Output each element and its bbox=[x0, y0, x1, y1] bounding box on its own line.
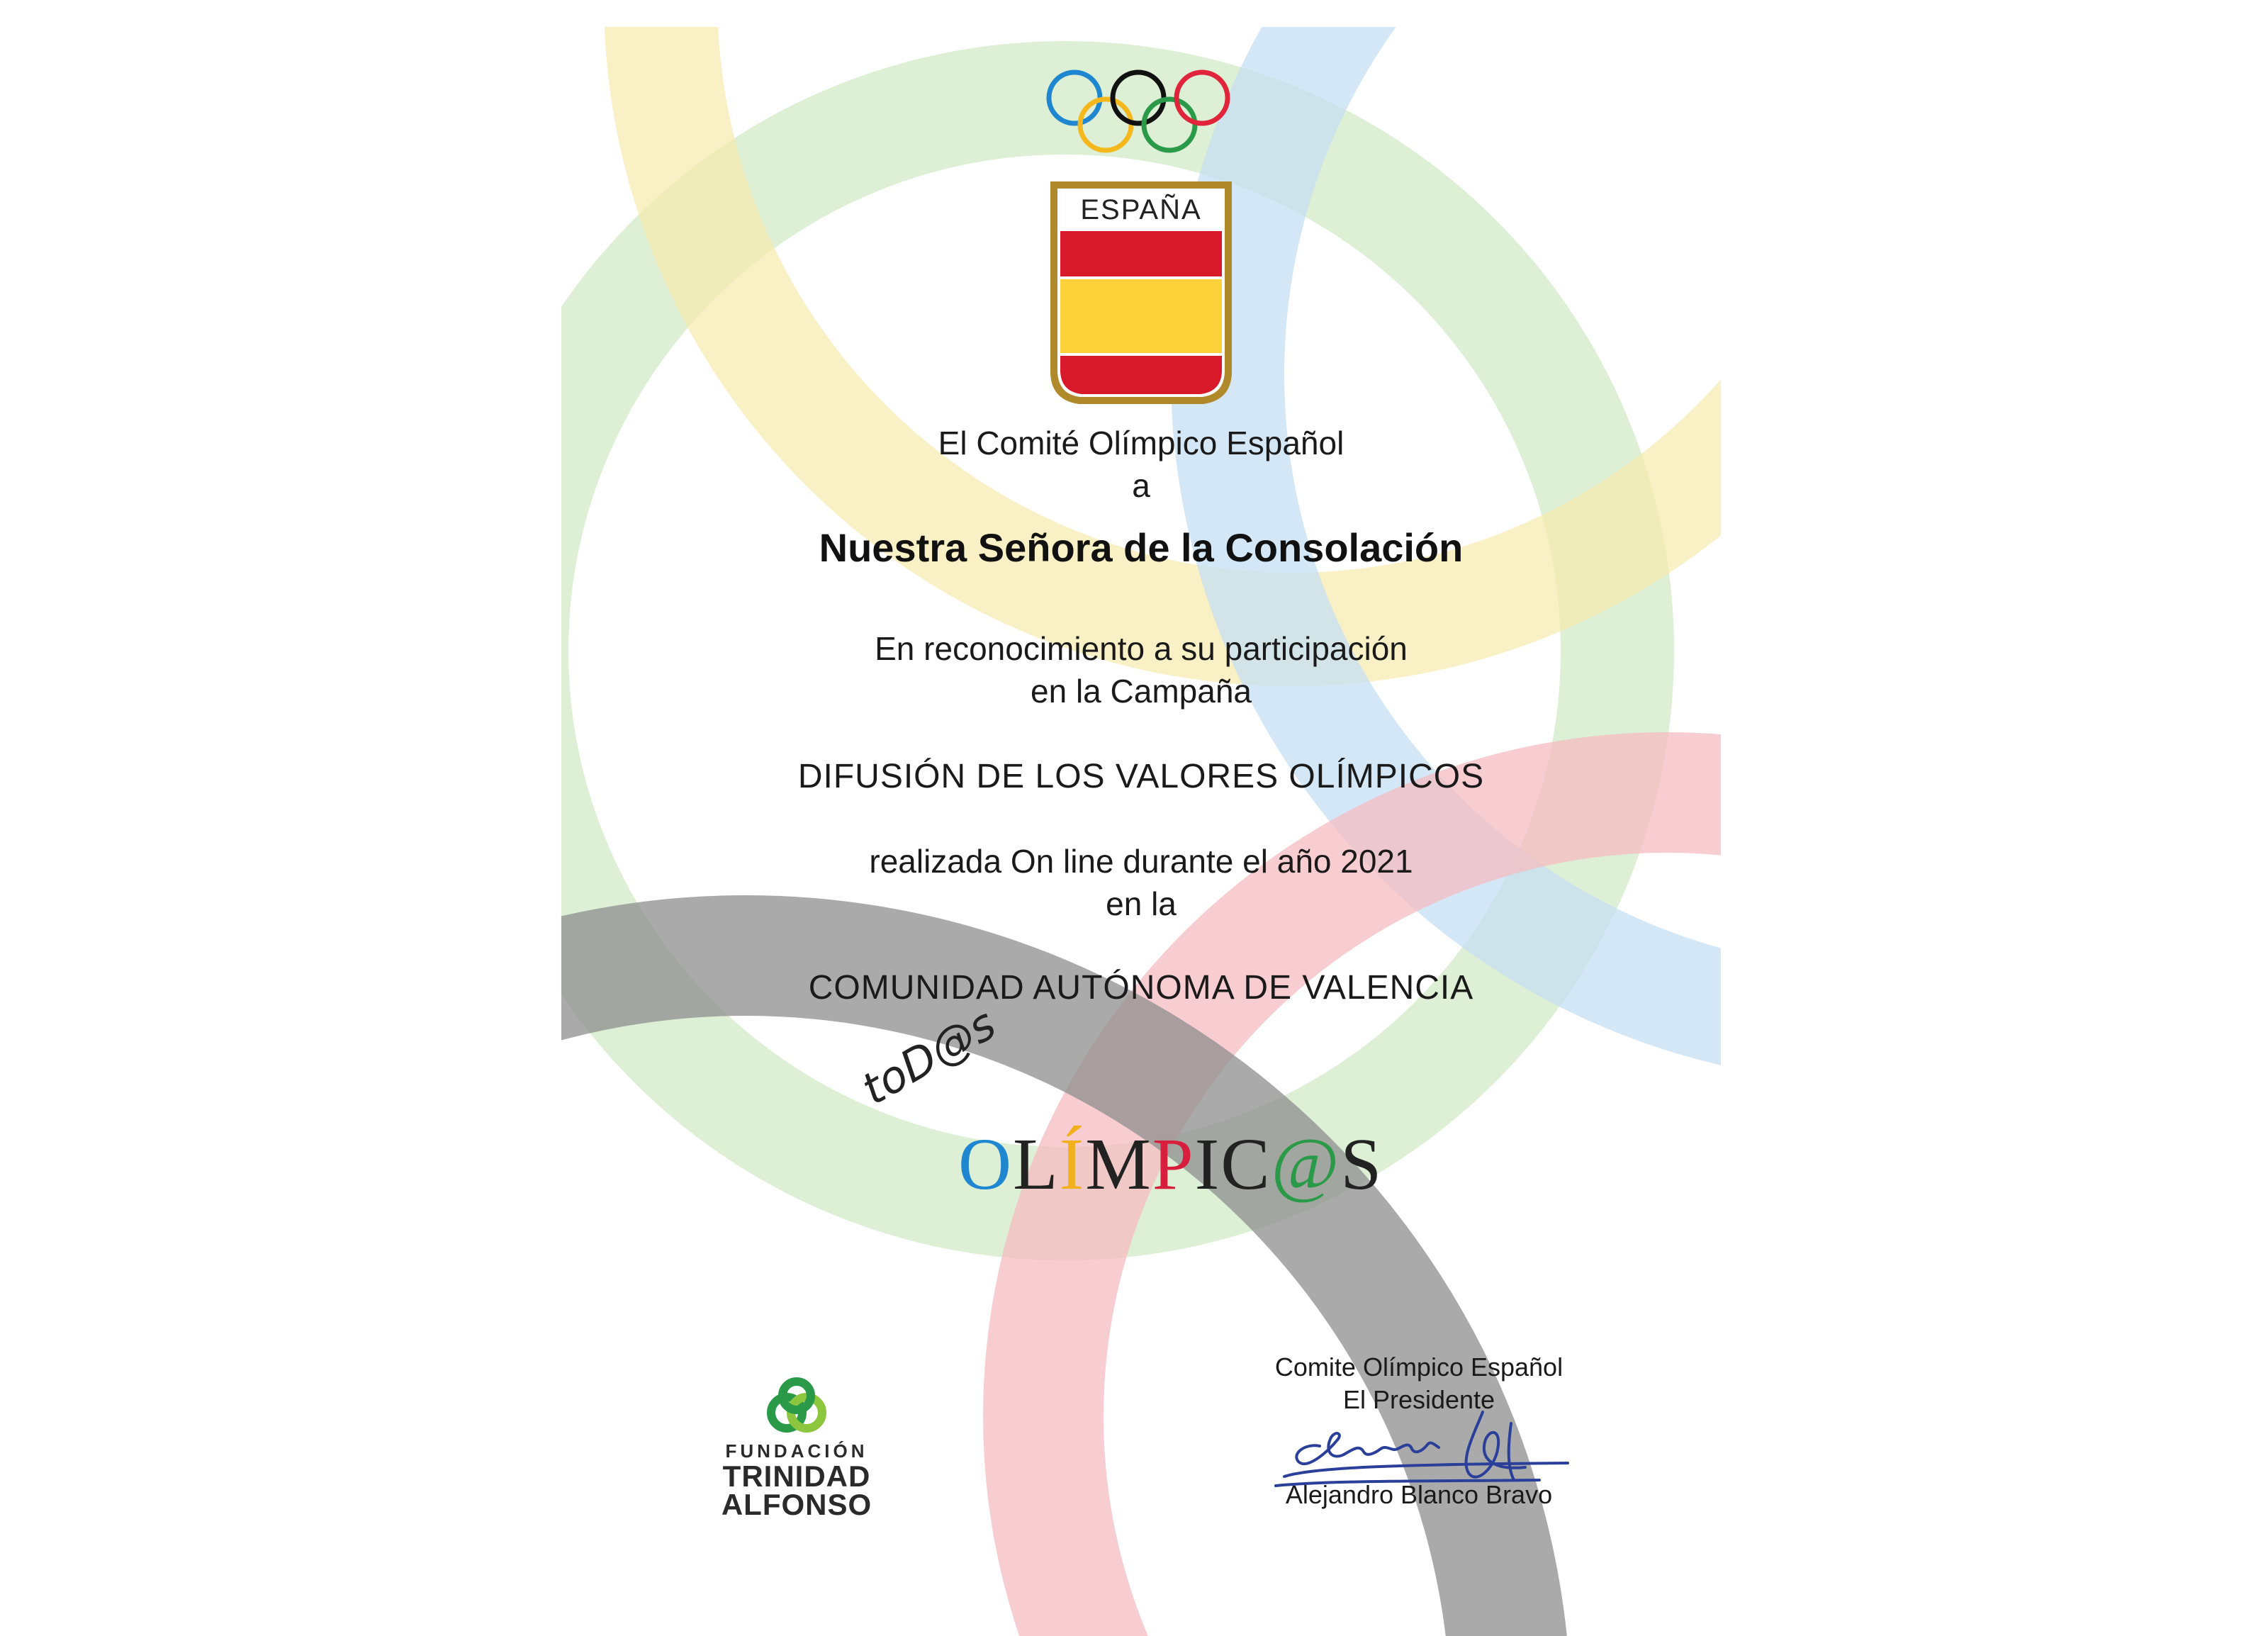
signature-name: Alejandro Blanco Bravo bbox=[1285, 1480, 1553, 1509]
to-line: a bbox=[1132, 467, 1150, 504]
wordmark-letter: O bbox=[958, 1124, 1014, 1205]
crest-banner-text: ESPAÑA bbox=[1080, 194, 1202, 225]
recipient-name: Nuestra Señora de la Consolación bbox=[819, 525, 1464, 570]
realized-line-1: realizada On line durante el año 2021 bbox=[869, 843, 1413, 880]
wordmark-letter: Í bbox=[1059, 1124, 1086, 1205]
wordmark-letter: C bbox=[1220, 1124, 1271, 1205]
wordmark-letter: @ bbox=[1271, 1124, 1341, 1205]
wordmark-letter: I bbox=[1194, 1124, 1221, 1205]
campaign-name: DIFUSIÓN DE LOS VALORES OLÍMPICOS bbox=[797, 758, 1485, 795]
campaign-logo-wordmark bbox=[958, 1122, 1383, 1206]
wordmark-letter: M bbox=[1085, 1124, 1152, 1205]
wordmark-letter: S bbox=[1340, 1124, 1383, 1205]
fta-line-1: FUNDACIÓN bbox=[725, 1440, 868, 1462]
issuer-line: El Comité Olímpico Español bbox=[938, 425, 1344, 461]
realized-line-2: en la bbox=[1106, 885, 1177, 922]
fta-line-2: TRINIDAD bbox=[722, 1459, 871, 1493]
fundacion-trinidad-alfonso-logo bbox=[712, 1377, 882, 1519]
signature-title: El Presidente bbox=[1342, 1385, 1495, 1414]
region-name: COMUNIDAD AUTÓNOMA DE VALENCIA bbox=[808, 969, 1474, 1007]
signature-org: Comite Olímpico Español bbox=[1274, 1352, 1564, 1382]
recognition-line-2: en la Campaña bbox=[1031, 673, 1252, 710]
certificate-page bbox=[561, 27, 1721, 1636]
fta-line-3: ALFONSO bbox=[721, 1488, 872, 1521]
wordmark-letter: L bbox=[1013, 1124, 1060, 1205]
fta-knot-icon bbox=[712, 1377, 882, 1434]
recognition-line-1: En reconocimiento a su participación bbox=[875, 630, 1408, 667]
coe-crest-logo bbox=[1040, 67, 1242, 407]
campaign-logo-prefix: toD@s bbox=[853, 997, 1004, 1115]
wordmark-letter: P bbox=[1152, 1124, 1195, 1205]
olympic-rings-icon bbox=[1049, 72, 1228, 150]
